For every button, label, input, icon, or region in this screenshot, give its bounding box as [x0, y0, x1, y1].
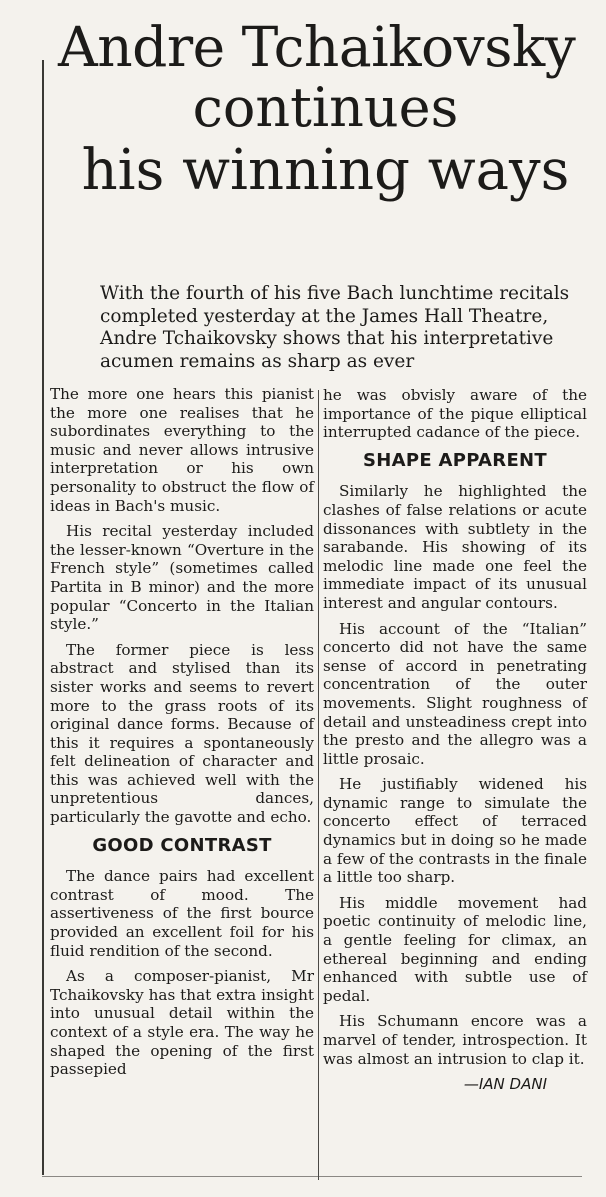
article-column-right	[323, 386, 587, 1094]
headline-line-1: Andre Tchaikovsky	[58, 15, 576, 79]
headline-line-2: continues	[192, 76, 459, 139]
column-divider	[318, 390, 319, 1180]
standfirst: With the fourth of his five Bach lunchtime recitals completed yesterday at the James Hall Theatre, Andre Tchaikovsky shows that his interpretative acumen remains as sharp as ever	[100, 283, 570, 372]
article-column-left	[50, 385, 314, 1086]
column-rule-left	[42, 60, 44, 1175]
paragraph: His Schumann encore was a marvel of tender, introspection. It was almost an intrusion to clap it.	[323, 1012, 587, 1068]
paragraph: He justifiably widened his dynamic range to simulate the concerto effect of terraced dynamics but in doing so he made a few of the contrasts in the finale a little too sharp.	[323, 775, 587, 887]
headline	[48, 15, 603, 203]
paragraph: The former piece is less abstract and stylised than its sister works and seems to revert more to the grass roots of its original dance forms. Because of this it requires a spontaneously felt delineation of character and this was achieved well with the unpretentious dances, particularly the gavotte and echo.	[50, 640, 314, 827]
subheading-good-contrast: GOOD CONTRAST	[92, 834, 272, 856]
paragraph: The dance pairs had excellent contrast of mood. The assertiveness of the first bource provided an excellent foil for his fluid rendition of the second.	[50, 867, 314, 960]
paragraph: His account of the “Italian” concerto did not have the same sense of accord in penetrating concentration of the outer movements. Slight roughness of detail and unsteadiness crept into the presto and the allegro was a little prosaic.	[323, 619, 587, 768]
paragraph: His recital yesterday included the lesser-known “Overture in the French style” (sometimes called Partita in B minor) and the more popular “Concerto in the Italian style.”	[50, 522, 314, 634]
paragraph: As a composer-pianist, Mr Tchaikovsky has that extra insight into unusual detail within the context of a style era. The way he shaped the opening of the first passepied	[50, 967, 314, 1079]
paragraph: Similarly he highlighted the clashes of false relations or acute dissonances with subtlety in the sarabande. His showing of its melodic line made one feel the immediate impact of its unusual interest and angular contours.	[323, 482, 587, 612]
bottom-rule	[42, 1176, 582, 1177]
paragraph: The more one hears this pianist the more one realises that he subordinates everything to the music and never allows intrusive interpretation or his own personality to obstruct the flow of ideas in Bach's music.	[50, 385, 314, 515]
byline: —IAN DANI	[463, 1075, 547, 1094]
paragraph: he was obvisly aware of the importance of the pique elliptical interrupted cadance of the piece.	[323, 386, 587, 442]
paragraph: His middle movement had poetic continuity of melodic line, a gentle feeling for climax, an ethereal beginning and ending enhanced with subtle use of pedal.	[323, 893, 587, 1005]
headline-line-3: his winning ways	[81, 138, 570, 203]
subheading-shape-apparent: SHAPE APPARENT	[362, 449, 547, 471]
